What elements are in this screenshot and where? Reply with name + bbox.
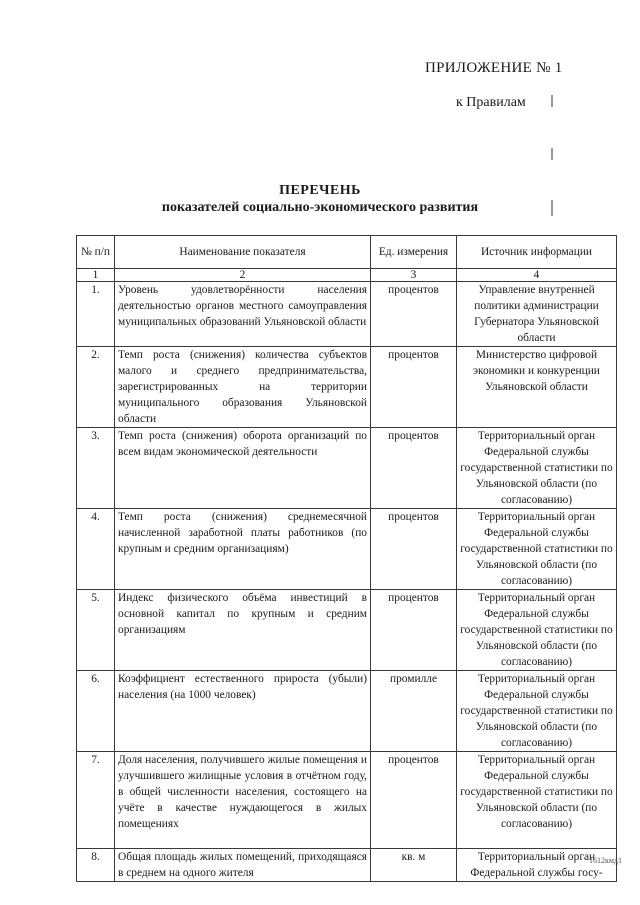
table-row — [77, 347, 617, 428]
scan-edge-mark — [551, 95, 553, 107]
row-number: 3. — [77, 428, 115, 509]
indicator-source: Управление внутренней политики администрации Губернатора Ульяновской области — [457, 282, 617, 347]
row-number: 5. — [77, 590, 115, 671]
indicator-source: Территориальный орган Федеральной службы государственной статистики по Ульяновской области (по согласованию) — [457, 428, 617, 509]
indicator-source: Территориальный орган Федеральной службы государственной статистики по Ульяновской области (по согласованию) — [457, 752, 617, 849]
row-number: 4. — [77, 509, 115, 590]
indicator-source: Территориальный орган Федеральной службы госу- — [457, 849, 617, 882]
column-header-source: Источник информации — [457, 236, 617, 269]
column-header-unit: Ед. измерения — [371, 236, 457, 269]
column-number: 2 — [115, 269, 371, 282]
row-number: 6. — [77, 671, 115, 752]
appendix-heading: ПРИЛОЖЕНИЕ № 1 — [425, 60, 563, 76]
column-number: 1 — [77, 269, 115, 282]
table-row — [77, 282, 617, 347]
table-row — [77, 428, 617, 509]
table-row — [77, 849, 617, 882]
document-subtitle: показателей социально-экономического развития — [161, 200, 479, 215]
indicator-name: Общая площадь жилых помещений, приходящаяся в среднем на одного жителя — [115, 849, 371, 882]
scan-edge-mark — [551, 148, 553, 160]
indicator-unit: процентов — [371, 509, 457, 590]
indicator-source: Территориальный орган Федеральной службы государственной статистики по Ульяновской области (по согласованию) — [457, 590, 617, 671]
table-row — [77, 752, 617, 849]
table-row — [77, 509, 617, 590]
indicator-unit: процентов — [371, 347, 457, 428]
column-header-name: Наименование показателя — [115, 236, 371, 269]
appendix-subheading: к Правилам — [456, 95, 526, 110]
table-header-row — [77, 236, 617, 269]
indicator-unit: процентов — [371, 428, 457, 509]
document-title: ПЕРЕЧЕНЬ — [279, 183, 361, 198]
indicator-name: Индекс физического объёма инвестиций в основной капитал по крупным и средним организациям — [115, 590, 371, 671]
indicator-unit: процентов — [371, 590, 457, 671]
indicator-name: Темп роста (снижения) среднемесячной начисленной заработной платы работников (по крупным и средним организациям) — [115, 509, 371, 590]
indicator-name: Темп роста (снижения) оборота организаций по всем видам экономической деятельности — [115, 428, 371, 509]
indicators-table — [76, 235, 617, 882]
column-number-row — [77, 269, 617, 282]
indicator-source: Министерство цифровой экономики и конкуренции Ульяновской области — [457, 347, 617, 428]
row-number: 1. — [77, 282, 115, 347]
table-row — [77, 590, 617, 671]
indicator-unit: процентов — [371, 752, 457, 849]
indicator-source: Территориальный орган Федеральной службы государственной статистики по Ульяновской области (по согласованию) — [457, 509, 617, 590]
indicator-name: Доля населения, получившего жилые помещения и улучшившего жилищные условия в отчётном году, в общей численности населения, состоящего на учёте в качестве нуждающегося в жилых помещениях — [115, 752, 371, 849]
indicator-unit: кв. м — [371, 849, 457, 882]
column-header-number: № п/п — [77, 236, 115, 269]
table-row — [77, 671, 617, 752]
indicator-name: Уровень удовлетворённости населения деятельностью органов местного самоуправления муниципальных образований Ульяновской области — [115, 282, 371, 347]
document-code: 1612кмд1 — [588, 856, 622, 865]
column-number: 4 — [457, 269, 617, 282]
row-number: 8. — [77, 849, 115, 882]
indicator-name: Темп роста (снижения) количества субъектов малого и среднего предпринимательства, зарегистрированных на территории муниципального образования Ульяновской области — [115, 347, 371, 428]
column-number: 3 — [371, 269, 457, 282]
indicator-unit: промилле — [371, 671, 457, 752]
indicator-source: Территориальный орган Федеральной службы государственной статистики по Ульяновской области (по согласованию) — [457, 671, 617, 752]
indicator-name: Коэффициент естественного прироста (убыли) населения (на 1000 человек) — [115, 671, 371, 752]
row-number: 7. — [77, 752, 115, 849]
indicator-unit: процентов — [371, 282, 457, 347]
row-number: 2. — [77, 347, 115, 428]
